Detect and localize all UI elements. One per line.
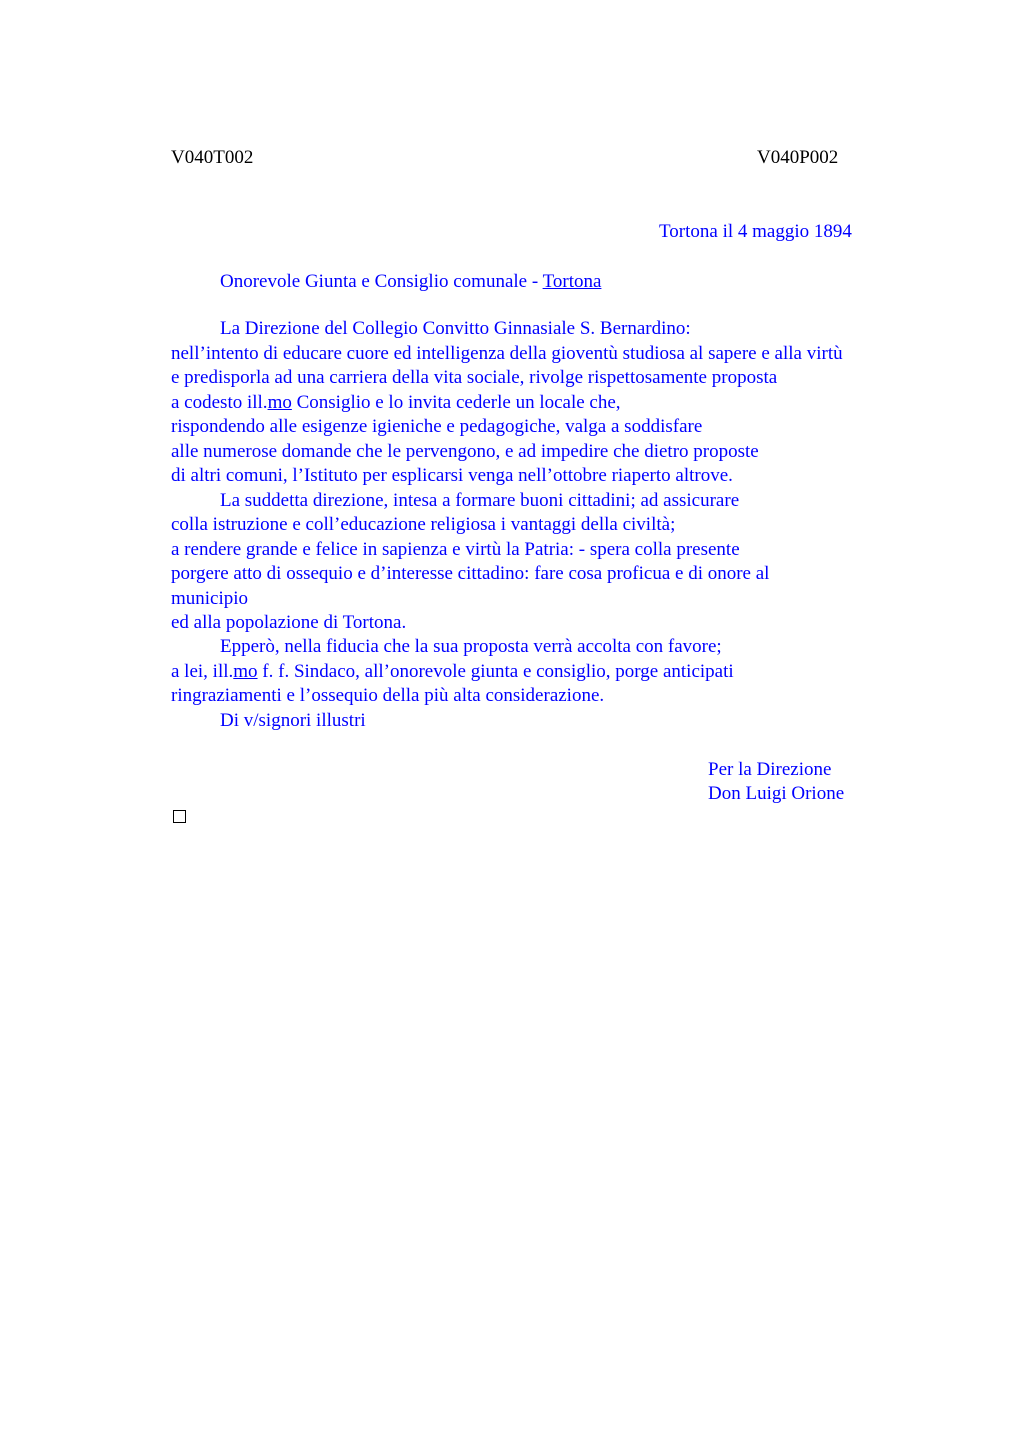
body-line: e predisporla ad una carriera della vita sociale, rivolge rispettosamente proposta (171, 367, 778, 388)
body-line: Epperò, nella fiducia che la sua proposta verrà accolta con favore; (220, 636, 722, 657)
body-line: rispondendo alle esigenze igieniche e pedagogiche, valga a soddisfare (171, 416, 703, 437)
salutation-text: Onorevole Giunta e Consiglio comunale - (220, 271, 543, 292)
body-line: nell’intento di educare cuore ed intelligenza della gioventù studiosa al sapere e alla virtù (171, 343, 843, 364)
body-line: La Direzione del Collegio Convitto Ginnasiale S. Bernardino: (220, 318, 691, 339)
abbreviation-mo: mo (267, 392, 292, 413)
body-line (171, 660, 734, 684)
body-line (171, 391, 621, 415)
body-line: La suddetta direzione, intesa a formare buoni cittadini; ad assicurare (220, 490, 740, 511)
body-line: municipio (171, 588, 249, 609)
document-code-right: V040P002 (757, 147, 839, 168)
end-square-icon (173, 810, 186, 823)
salutation-place: Tortona (542, 271, 602, 292)
body-line: porgere atto di ossequio e d’interesse cittadino: fare cosa proficua e di onore al (171, 563, 770, 584)
letter-date: Tortona il 4 maggio 1894 (659, 221, 852, 242)
line-text: a codesto ill. (171, 392, 268, 413)
body-line: alle numerose domande che le pervengono, e ad impedire che dietro proposte (171, 441, 759, 462)
body-line: a rendere grande e felice in sapienza e virtù la Patria: - spera colla presente (171, 539, 740, 560)
document-code-left: V040T002 (171, 147, 254, 168)
body-line: ringraziamenti e l’ossequio della più alta considerazione. (171, 685, 605, 706)
line-text: f. f. Sindaco, all’onorevole giunta e consiglio, porge anticipati (257, 661, 734, 682)
abbreviation-mo: mo (233, 661, 258, 682)
body-line: ed alla popolazione di Tortona. (171, 612, 407, 633)
line-text: Consiglio e lo invita cederle un locale che, (291, 392, 621, 413)
body-line: colla istruzione e coll’educazione religiosa i vantaggi della civiltà; (171, 514, 676, 535)
signature-line-1: Per la Direzione (708, 759, 832, 780)
salutation (220, 270, 601, 294)
signature-line-2: Don Luigi Orione (708, 783, 845, 804)
body-line: di altri comuni, l’Istituto per esplicarsi venga nell’ottobre riaperto altrove. (171, 465, 733, 486)
line-text: a lei, ill. (171, 661, 234, 682)
body-line: Di v/signori illustri (220, 710, 366, 731)
